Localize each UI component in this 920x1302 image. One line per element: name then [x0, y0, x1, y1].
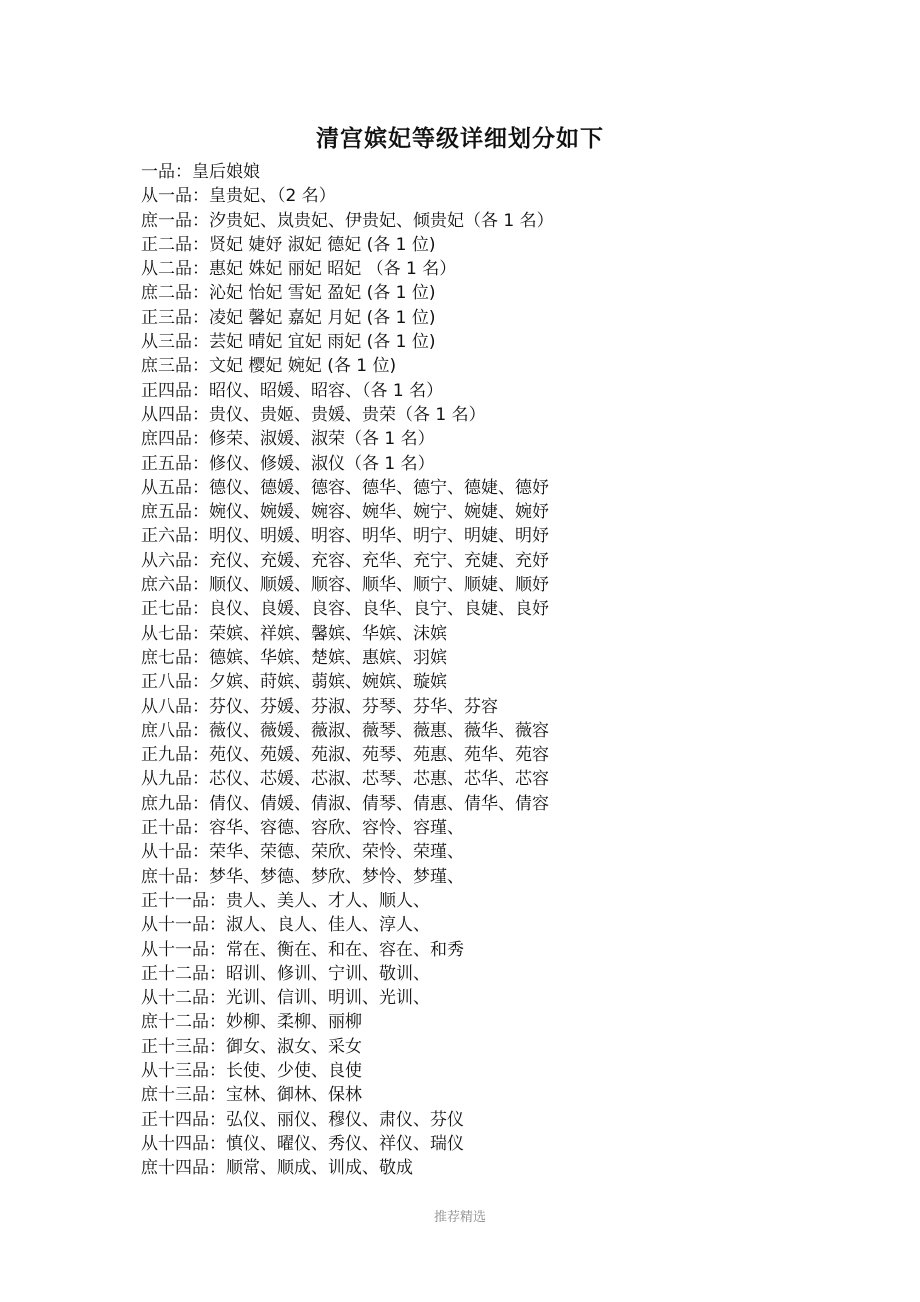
rank-line: 正二品：贤妃 婕妤 淑妃 德妃 (各 1 位)	[141, 234, 436, 255]
rank-line: 正五品：修仪、修媛、淑仪（各 1 名）	[141, 453, 435, 474]
rank-line: 从九品：芯仪、芯媛、芯淑、芯琴、芯惠、芯华、芯容	[141, 769, 549, 790]
rank-line: 从七品：荣嫔、祥嫔、馨嫔、华嫔、沫嫔	[141, 623, 447, 644]
rank-line: 从三品：芸妃 晴妃 宜妃 雨妃 (各 1 位)	[141, 332, 436, 353]
rank-line: 正九品：苑仪、苑媛、苑淑、苑琴、苑惠、苑华、苑容	[141, 745, 549, 766]
rank-line: 庶四品：修荣、淑媛、淑荣（各 1 名）	[141, 429, 435, 450]
rank-line: 正十一品：贵人、美人、才人、顺人、	[141, 890, 430, 911]
rank-line: 庶七品：德嫔、华嫔、楚嫔、惠嫔、羽嫔	[141, 647, 447, 668]
rank-line: 从十二品：光训、信训、明训、光训、	[141, 988, 430, 1009]
rank-line: 一品：皇后娘娘	[141, 162, 260, 182]
rank-line: 庶十二品：妙柳、柔柳、丽柳	[141, 1012, 362, 1033]
rank-list	[141, 160, 861, 1180]
rank-line: 正十二品：昭训、修训、宁训、敬训、	[141, 963, 430, 984]
rank-line: 从四品：贵仪、贵姬、贵媛、贵荣（各 1 名）	[141, 404, 486, 425]
document-title: 清宫嫔妃等级详细划分如下	[316, 126, 604, 152]
rank-line: 正十品：容华、容德、容欣、容怜、容瑾、	[141, 818, 464, 839]
rank-line: 正十四品：弘仪、丽仪、穆仪、肃仪、芬仪	[141, 1109, 464, 1130]
rank-line: 庶八品：薇仪、薇媛、薇淑、薇琴、薇惠、薇华、薇容	[141, 720, 549, 741]
rank-line: 从十一品：常在、衡在、和在、容在、和秀	[141, 939, 464, 960]
rank-line: 正四品：昭仪、昭媛、昭容、（各 1 名）	[141, 380, 444, 401]
rank-line: 庶三品：文妃 樱妃 婉妃 (各 1 位)	[141, 356, 397, 377]
rank-line: 正七品：良仪、良媛、良容、良华、良宁、良婕、良妤	[141, 599, 549, 620]
rank-line: 庶十三品：宝林、御林、保林	[141, 1085, 362, 1106]
rank-line: 庶六品：顺仪、顺媛、顺容、顺华、顺宁、顺婕、顺妤	[141, 575, 549, 596]
rank-line: 从十品：荣华、荣德、荣欣、荣怜、荣瑾、	[141, 842, 464, 863]
rank-line: 庶五品：婉仪、婉媛、婉容、婉华、婉宁、婉婕、婉妤	[141, 502, 549, 523]
rank-line: 从十一品：淑人、良人、佳人、淳人、	[141, 915, 430, 936]
rank-line: 庶十四品：顺常、顺成、训成、敬成	[141, 1158, 413, 1179]
rank-line: 从八品：芬仪、芬媛、芬淑、芬琴、芬华、芬容	[141, 696, 498, 717]
rank-line: 从六品：充仪、充媛、充容、充华、充宁、充婕、充妤	[141, 550, 549, 571]
rank-line: 从一品：皇贵妃、（2 名）	[141, 186, 336, 207]
rank-line: 正六品：明仪、明媛、明容、明华、明宁、明婕、明妤	[141, 526, 549, 547]
rank-line: 从五品：德仪、德媛、德容、德华、德宁、德婕、德妤	[141, 477, 549, 498]
rank-line: 庶十品：梦华、梦德、梦欣、梦怜、梦瑾、	[141, 866, 464, 887]
rank-line: 从十三品：长使、少使、良使	[141, 1060, 362, 1081]
rank-line: 正八品：夕嫔、莳嫔、蒻嫔、婉嫔、璇嫔	[141, 672, 447, 693]
rank-line: 从二品：惠妃 姝妃 丽妃 昭妃 （各 1 名）	[141, 259, 457, 280]
rank-line: 庶一品：汐贵妃、岚贵妃、伊贵妃、倾贵妃（各 1 名）	[141, 210, 554, 231]
page-footer: 推荐精选	[433, 1210, 486, 1225]
rank-line: 庶二品：沁妃 怡妃 雪妃 盈妃 (各 1 位)	[141, 283, 436, 304]
rank-line: 从十四品：慎仪、曜仪、秀仪、祥仪、瑞仪	[141, 1133, 464, 1154]
rank-line: 庶九品：倩仪、倩媛、倩淑、倩琴、倩惠、倩华、倩容	[141, 793, 549, 814]
rank-line: 正十三品：御女、淑女、采女	[141, 1036, 362, 1057]
rank-line: 正三品：凌妃 馨妃 嘉妃 月妃 (各 1 位)	[141, 307, 436, 328]
